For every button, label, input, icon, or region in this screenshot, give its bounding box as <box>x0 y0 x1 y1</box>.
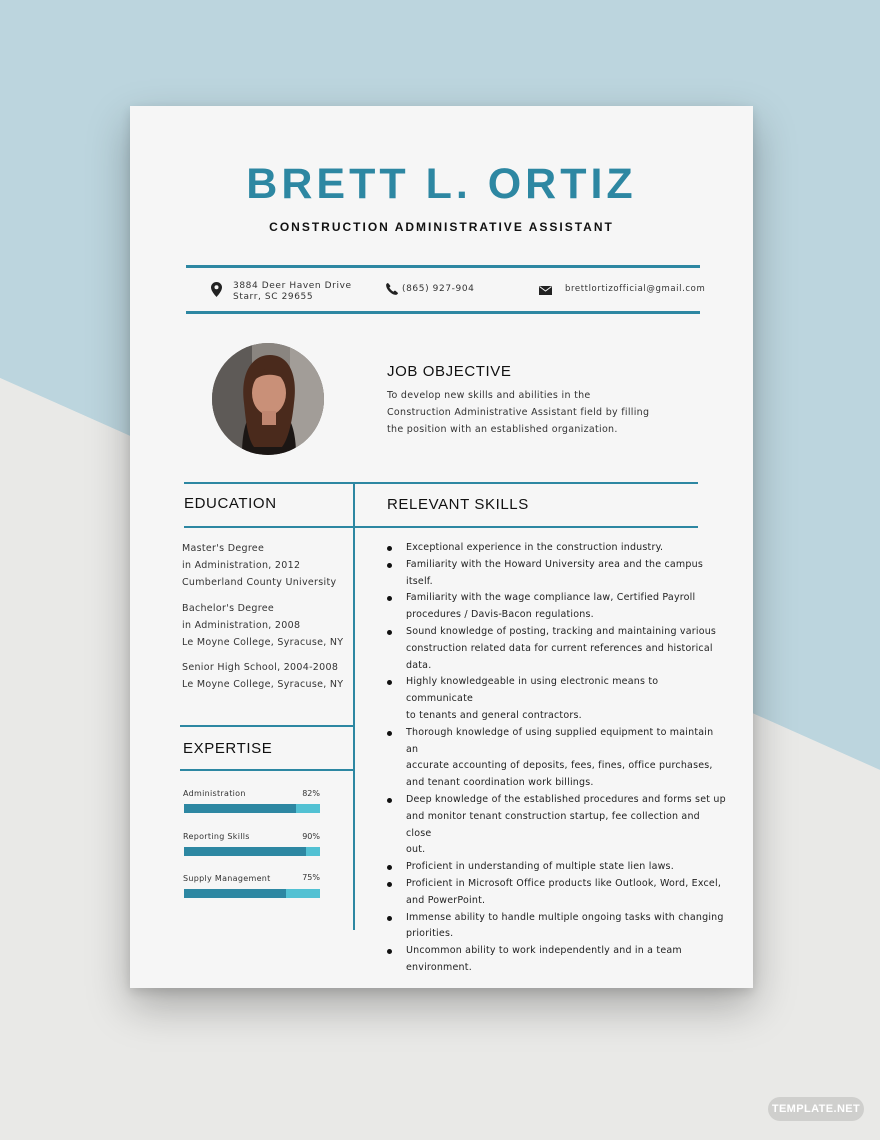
skill-item <box>387 540 727 557</box>
skill-item-line: procedures / Davis-Bacon regulations. <box>406 609 594 621</box>
skill-percent: 75% <box>302 873 320 882</box>
skill-item <box>387 674 727 724</box>
skill-item <box>387 725 727 792</box>
objective-title: JOB OBJECTIVE <box>387 363 512 380</box>
skill-item <box>387 624 727 674</box>
resume-page <box>130 106 753 988</box>
skill-bar-fill <box>184 847 306 856</box>
location-pin-icon <box>211 282 222 297</box>
education-title: EDUCATION <box>184 495 277 512</box>
skill-item-line: Exceptional experience in the construction industry. <box>406 542 664 553</box>
skill-item-line: Deep knowledge of the established procedures and forms set up <box>406 793 726 805</box>
skill-item-line: environment. <box>406 961 472 973</box>
education-entry <box>182 540 350 591</box>
envelope-icon <box>539 286 552 295</box>
expertise-title: EXPERTISE <box>183 740 273 757</box>
skill-bar <box>184 889 320 898</box>
skill-item-line: Sound knowledge of posting, tracking and maintaining various <box>406 625 717 637</box>
phone-icon <box>386 283 398 295</box>
skill-percent: 90% <box>302 832 320 841</box>
skill-item <box>387 859 727 876</box>
skill-item-line: Proficient in Microsoft Office products like Outlook, Word, Excel, <box>406 877 722 889</box>
skill-item-line: and PowerPoint. <box>406 894 486 906</box>
skill-bar-fill <box>184 804 296 813</box>
education-school: Le Moyne College, Syracuse, NY <box>182 637 344 648</box>
education-entry <box>182 600 350 651</box>
skill-item-line: Familiarity with the Howard University area and the campus itself. <box>406 558 703 587</box>
address-line-2: Starr, SC 29655 <box>233 292 314 302</box>
contact-phone: (865) 927-904 <box>402 284 475 294</box>
skills-title-rule <box>354 526 698 528</box>
job-title: CONSTRUCTION ADMINISTRATIVE ASSISTANT <box>269 220 614 234</box>
template-net-watermark: TEMPLATE.NET <box>768 1097 864 1121</box>
address-line-1: 3884 Deer Haven Drive <box>233 281 352 291</box>
skill-label: Administration <box>183 789 246 798</box>
skill-item <box>387 943 727 977</box>
education-field: in Administration, 2012 <box>182 560 301 571</box>
skill-item-line: out. <box>406 844 426 856</box>
skill-item-line: construction related data for current references and historical <box>406 642 713 654</box>
skill-item-line: Thorough knowledge of using supplied equipment to maintain an <box>406 726 714 755</box>
skill-label: Reporting Skills <box>183 832 250 841</box>
skill-item-line: priorities. <box>406 928 454 940</box>
column-divider <box>353 482 355 930</box>
contact-email: brettlortizofficial@gmail.com <box>565 284 706 294</box>
education-title-rule <box>184 526 354 528</box>
skill-item-line: and monitor tenant construction startup, fee collection and close <box>406 810 700 839</box>
skill-item-line: Proficient in understanding of multiple state lien laws. <box>406 861 674 873</box>
contact-bottom-rule <box>186 311 700 314</box>
education-field: in Administration, 2008 <box>182 620 301 631</box>
skill-item-line: accurate accounting of deposits, fees, fines, office purchases, <box>406 760 713 772</box>
skill-item-line: Highly knowledgeable in using electronic means to communicate <box>406 676 659 705</box>
skill-item-line: and tenant coordination work billings. <box>406 777 594 789</box>
candidate-name: BRETT L. ORTIZ <box>246 160 637 208</box>
education-degree: Senior High School, 2004-2008 <box>182 662 339 673</box>
objective-line-3: the position with an established organization. <box>387 424 618 435</box>
skill-item-line: Familiarity with the wage compliance law, Certified Payroll <box>406 592 696 604</box>
skill-item <box>387 590 727 624</box>
skill-percent: 82% <box>302 789 320 798</box>
contact-top-rule <box>186 265 700 268</box>
education-degree: Master's Degree <box>182 543 265 554</box>
skills-list <box>387 540 727 977</box>
skill-item <box>387 792 727 859</box>
skill-item-line: to tenants and general contractors. <box>406 709 582 721</box>
skill-item-line: Uncommon ability to work independently and in a team <box>406 945 682 957</box>
skills-title: RELEVANT SKILLS <box>387 496 529 513</box>
section-top-rule <box>184 482 698 484</box>
skill-item-line: data. <box>406 659 432 671</box>
skill-label: Supply Management <box>183 874 271 883</box>
objective-line-1: To develop new skills and abilities in the <box>387 390 591 401</box>
skill-item <box>387 910 727 944</box>
objective-text <box>387 387 687 438</box>
profile-photo <box>212 343 324 455</box>
expertise-top-rule <box>180 725 354 727</box>
skill-item-line: Immense ability to handle multiple ongoing tasks with changing <box>406 911 724 923</box>
objective-line-2: Construction Administrative Assistant field by filling <box>387 407 650 418</box>
skill-bar <box>184 847 320 856</box>
skill-item <box>387 557 727 591</box>
skill-item <box>387 876 727 910</box>
education-entry <box>182 659 350 693</box>
contact-address <box>233 281 352 303</box>
skill-bar <box>184 804 320 813</box>
education-school: Cumberland County University <box>182 577 337 588</box>
education-degree: Bachelor's Degree <box>182 603 275 614</box>
expertise-title-rule <box>180 769 354 771</box>
education-school: Le Moyne College, Syracuse, NY <box>182 679 344 690</box>
skill-bar-fill <box>184 889 286 898</box>
